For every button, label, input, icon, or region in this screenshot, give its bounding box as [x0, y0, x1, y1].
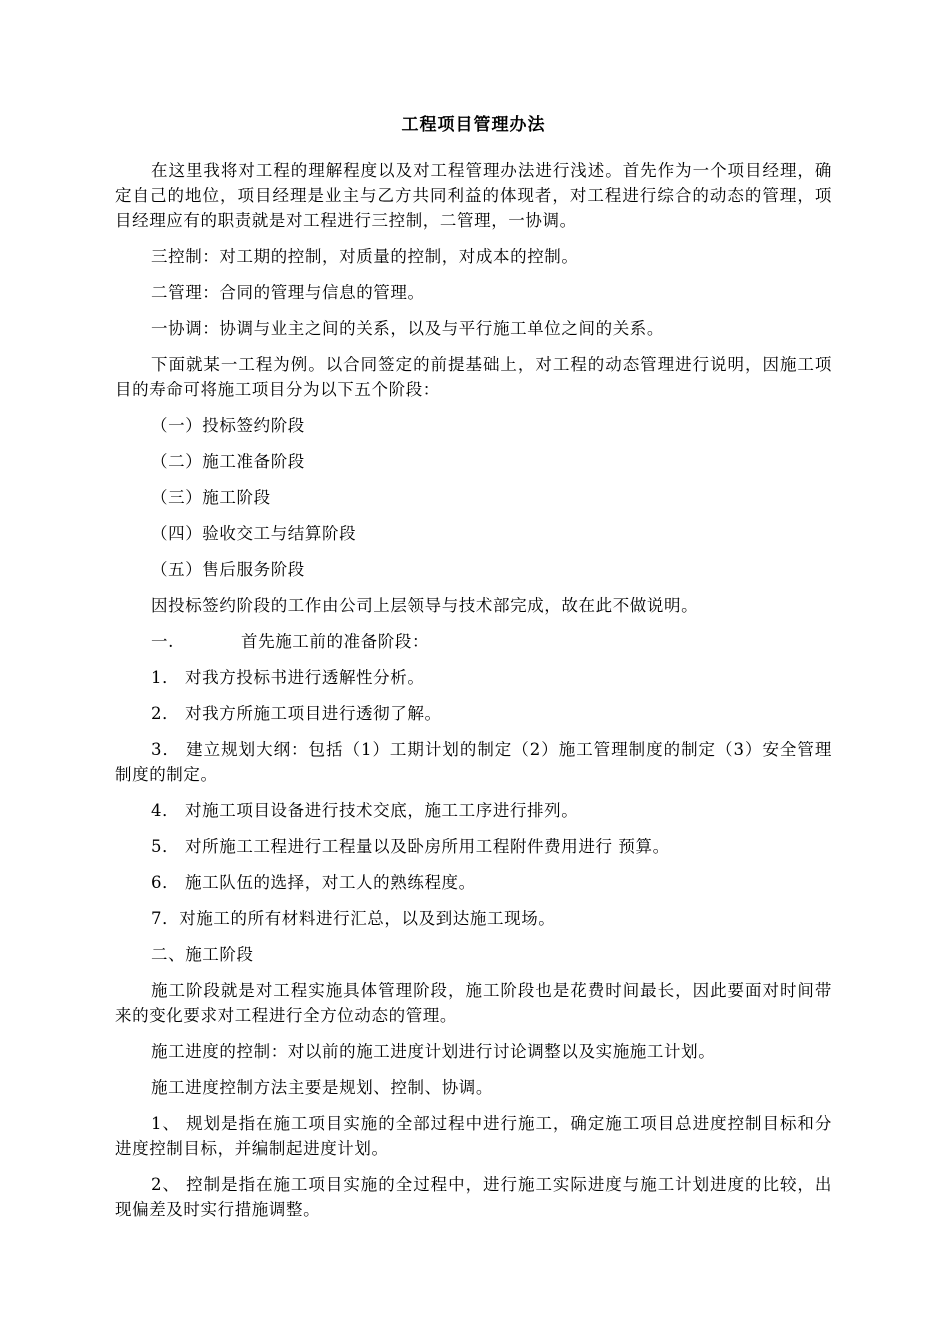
stage-item: （三）施工阶段	[151, 488, 271, 507]
control-methods-paragraph: 施工进度控制方法主要是规划、控制、协调。	[151, 1078, 493, 1097]
section2-heading: 二、施工阶段	[151, 945, 254, 964]
prep-item: 4． 对施工项目设备进行技术交底，施工工序进行排列。	[151, 801, 579, 820]
prep-item: 3． 建立规划大纲：包括（1）工期计划的制定（2）施工管理制度的制定（3）安全管理制度的制定。	[115, 740, 832, 784]
prep-item: 6． 施工队伍的选择，对工人的熟练程度。	[151, 873, 476, 892]
stage-item: （一）投标签约阶段	[151, 416, 305, 435]
one-coordination-paragraph: 一协调：协调与业主之间的关系，以及与平行施工单位之间的关系。	[151, 319, 664, 338]
planning-paragraph: 1、 规划是指在施工项目实施的全部过程中进行施工，确定施工项目总进度控制目标和分进度控制目标，并编制起进度计划。	[115, 1114, 832, 1158]
stage-item: （四）验收交工与结算阶段	[151, 524, 357, 543]
section1-heading-text: 首先施工前的准备阶段：	[241, 632, 430, 651]
two-managements-paragraph: 二管理：合同的管理与信息的管理。	[151, 283, 425, 302]
prep-item: 7．对施工的所有材料进行汇总，以及到达施工现场。	[151, 909, 556, 928]
construction-paragraph: 施工阶段就是对工程实施具体管理阶段，施工阶段也是花费时间最长，因此要面对时间带来的变化要求对工程进行全方位动态的管理。	[115, 981, 832, 1025]
controlling-paragraph: 2、 控制是指在施工项目实施的全过程中，进行施工实际进度与施工计划进度的比较，出现偏差及时实行措施调整。	[115, 1175, 832, 1219]
stage-item: （五）售后服务阶段	[151, 560, 305, 579]
document-title: 工程项目管理办法	[401, 115, 546, 135]
bidding-note-paragraph: 因投标签约阶段的工作由公司上层领导与技术部完成，故在此不做说明。	[151, 596, 699, 615]
schedule-control-paragraph: 施工进度的控制：对以前的施工进度计划进行讨论调整以及实施施工计划。	[151, 1042, 716, 1061]
prep-item: 2． 对我方所施工项目进行透彻了解。	[151, 704, 442, 723]
three-controls-paragraph: 三控制：对工期的控制，对质量的控制，对成本的控制。	[151, 247, 579, 266]
section1-heading	[115, 629, 832, 654]
prep-item: 1． 对我方投标书进行透解性分析。	[151, 668, 425, 687]
stages-intro-paragraph: 下面就某一工程为例。以合同签定的前提基础上，对工程的动态管理进行说明，因施工项目的寿命可将施工项目分为以下五个阶段：	[115, 355, 832, 399]
section1-number: 一.	[151, 632, 174, 651]
stage-item: （二）施工准备阶段	[151, 452, 305, 471]
prep-item: 5． 对所施工工程进行工程量以及卧房所用工程附件费用进行 预算。	[151, 837, 670, 856]
intro-paragraph: 在这里我将对工程的理解程度以及对工程管理办法进行浅述。首先作为一个项目经理，确定自己的地位，项目经理是业主与乙方共同利益的体现者，对工程进行综合的动态的管理，项目经理应有的职责就是对工程进行三控制，二管理，一协调。	[115, 161, 832, 230]
